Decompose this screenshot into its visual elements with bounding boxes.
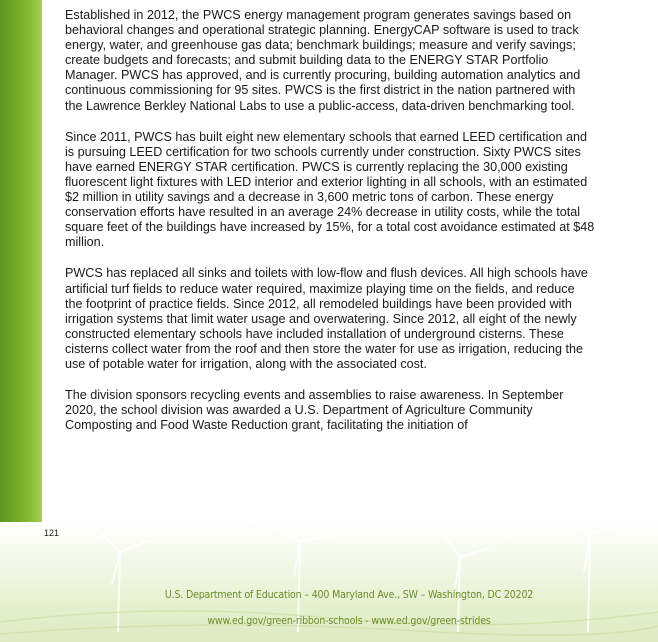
document-body bbox=[65, 8, 595, 449]
footer-links: www.ed.gov/green-ribbon-schools - www.ed.gov/green-strides bbox=[207, 614, 491, 627]
paragraph-energy-management: Established in 2012, the PWCS energy management program generates savings based on behavioral changes and operational strategic planning. EnergyCAP software is used to track energy, water, and greenhouse gas data; benchmark buildings; measure and verify savings; create budgets and forecasts; and submit building data to the ENERGY STAR Portfolio Manager. PWCS has approved, and is currently procuring, building automation analytics and continuous commissioning for 95 sites. PWCS is the first district in the nation partnered with the Lawrence Berkley National Labs to use a public-access, data-driven benchmarking tool. bbox=[65, 8, 581, 113]
page-number: 121 bbox=[44, 528, 60, 538]
paragraph-water-conservation: PWCS has replaced all sinks and toilets with low-flow and flush devices. All high schools have artificial turf fields to reduce water required, maximize playing time on the fields, and reduce the footprint of practice fields. Since 2012, all remodeled buildings have been provided with irrigation systems that limit water usage and overwatering. Since 2012, all eight of the newly constructed elementary schools have included installation of underground cisterns. These cisterns collect water from the roof and then store the water for use as irrigation, reducing the use of potable water for irrigation, along with the associated cost. bbox=[65, 266, 588, 371]
footer-address: U.S. Department of Education – 400 Maryland Ave., SW – Washington, DC 20202 bbox=[164, 588, 534, 601]
paragraph-recycling: The division sponsors recycling events and assemblies to raise awareness. In September 2020, the school division was awarded a U.S. Department of Agriculture Community Composting and Food Waste Reduction grant, facilitating the initiation of bbox=[65, 388, 564, 433]
paragraph-leed-certification: Since 2011, PWCS has built eight new elementary schools that earned LEED certification and is pursuing LEED certification for two schools currently under construction. Sixty PWCS sites have earned ENERGY STAR certification. PWCS is currently replacing the 30,000 existing fluorescent light fixtures with LED interior and exterior lighting in all schools, with an estimated $2 million in utility savings and a decrease in 3,600 metric tons of carbon. These energy conservation efforts have resulted in an average 24% decrease in utility costs, while the total square feet of the buildings have increased by 15%, for a total cost avoidance estimated at $48 million. bbox=[65, 129, 595, 250]
